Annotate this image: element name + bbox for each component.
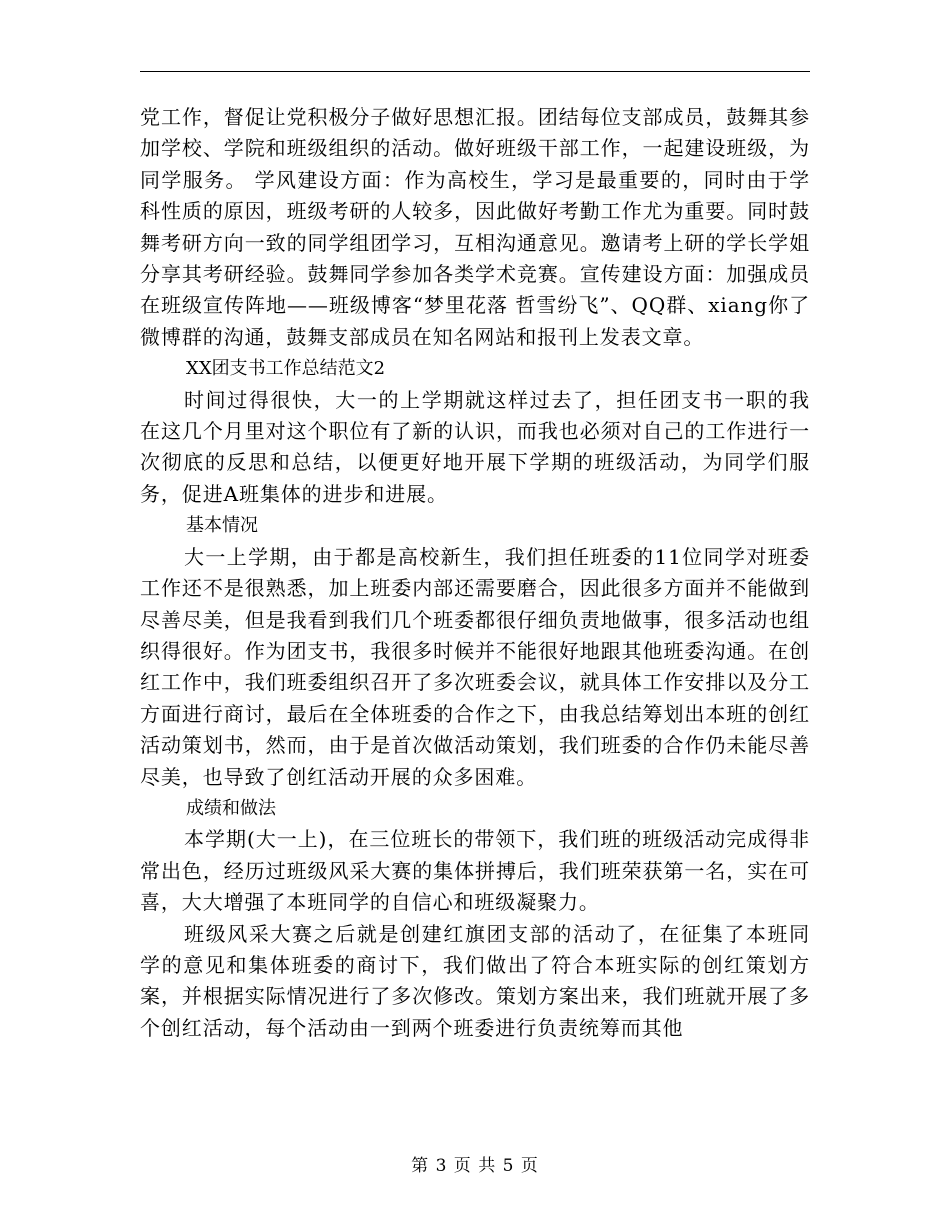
- paragraph-basic-situation: 大一上学期，由于都是高校新生，我们担任班委的11位同学对班委工作还不是很熟悉，加上班委内部还需要磨合，因此很多方面并不能做到尽善尽美，但是我看到我们几个班委都很仔细负责地做事，很多活动也组织得很好。作为团支书，我很多时候并不能很好地跟其他班委沟通。在创红工作中，我们班委组织召开了多次班委会议，就具体工作安排以及分工方面进行商讨，最后在全体班委的合作之下，由我总结筹划出本班的创红活动策划书，然而，由于是首次做活动策划，我们班委的合作仍未能尽善尽美，也导致了创红活动开展的众多困难。: [140, 544, 810, 789]
- paragraph-red-flag-activity: 班级风采大赛之后就是创建红旗团支部的活动了，在征集了本班同学的意见和集体班委的商讨下，我们做出了符合本班实际的创红策划方案，并根据实际情况进行了多次修改。策划方案出来，我们班就开展了多个创红活动，每个活动由一到两个班委进行负责统筹而其他: [140, 921, 810, 1040]
- heading-basic-situation: 基本情况: [186, 515, 258, 537]
- document-body: [140, 102, 810, 1044]
- page-footer: [0, 1151, 950, 1176]
- page-number: 第 3 页 共 5 页: [411, 1156, 539, 1176]
- heading-achievements: 成绩和做法: [186, 797, 276, 819]
- paragraph-work-summary: 党工作，督促让党积极分子做好思想汇报。团结每位支部成员，鼓舞其参加学校、学院和班级组织的活动。做好班级干部工作，一起建设班级，为同学服务。 学风建设方面：作为高校生，学习是最重要的，同时由于学科性质的原因，班级考研的人较多，因此做好考勤工作尤为重要。同时鼓舞考研方向一致的同学组团学习，互相沟通意见。邀请考上研的学长学姐分享其考研经验。鼓舞同学参加各类学术竞赛。宣传建设方面：加强成员在班级宣传阵地——班级博客“梦里花落 哲雪纷飞”、QQ群、xiang你了微博群的沟通，鼓舞支部成员在知名网站和报刊上发表文章。: [140, 105, 810, 349]
- paragraph-achievements: 本学期(大一上)，在三位班长的带领下，我们班的班级活动完成得非常出色，经历过班级风采大赛的集体拼搏后，我们班荣获第一名，实在可喜，大大增强了本班同学的自信心和班级凝聚力。: [140, 827, 810, 915]
- header-rule: [140, 71, 810, 72]
- section-title-sample-2: XX团支书工作总结范文2: [186, 358, 386, 380]
- paragraph-intro: 时间过得很快，大一的上学期就这样过去了，担任团支书一职的我在这几个月里对这个职位有了新的认识，而我也必须对自己的工作进行一次彻底的反思和总结，以便更好地开展下学期的班级活动，为同学们服务，促进A班集体的进步和进展。: [140, 387, 810, 506]
